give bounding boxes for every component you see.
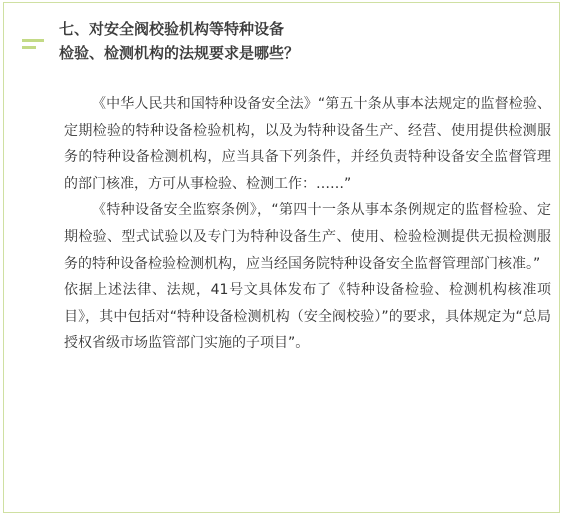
paragraph-special-equipment-safety-law: 《中华人民共和国特种设备安全法》“第五十条从事本法规定的监督检验、定期检验的特种设备检验机构，以及为特种设备生产、经营、使用提供检测服务的特种设备检测机构，应当具备下列条件，并经负责特种设备安全监督管理的部门核准，方可从事检验、检测工作：……” <box>64 96 551 192</box>
paragraph-safety-supervision-regulation: 《特种设备安全监察条例》，“第四十一条从事本条例规定的监督检验、定期检验、型式试验以及专门为特种设备生产、使用、检验检测提供无损检测服务的特种设备检验检测机构，应当经国务院特种设备安全监督管理部门核准。” <box>64 202 551 272</box>
section-header <box>4 3 559 73</box>
decorative-dash-icon-short <box>22 46 36 49</box>
section-title <box>59 17 529 65</box>
section-title-line-1: 七、对安全阀校验机构等特种设备 <box>59 20 285 38</box>
decorative-dash-icon <box>22 39 44 42</box>
article-card <box>3 2 560 513</box>
article-body <box>64 91 551 357</box>
paragraph-document-41-summary: 依据上述法律、法规，41号文具体发布了《特种设备检验、检测机构核准项目》，其中包括对“特种设备检测机构（安全阀校验）”的要求，具体规定为“总局授权省级市场监管部门实施的子项目”。 <box>64 282 551 352</box>
section-title-line-2: 检验、检测机构的法规要求是哪些？ <box>59 44 300 62</box>
